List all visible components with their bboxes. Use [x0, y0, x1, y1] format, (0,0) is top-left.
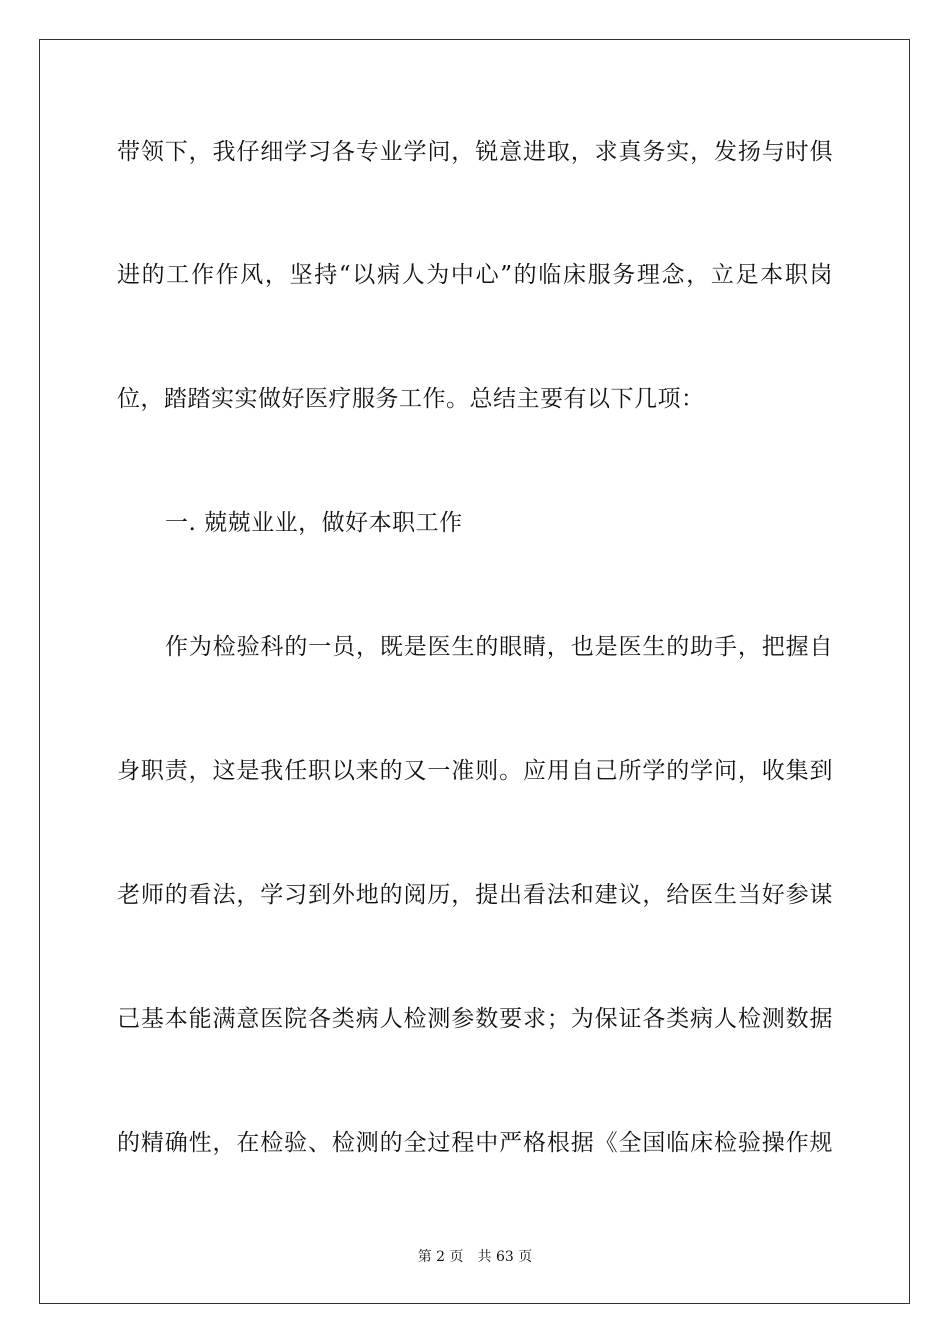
page-number: 第 2 页: [417, 1249, 464, 1265]
section-heading: 一. 兢兢业业，做好本职工作: [165, 510, 463, 536]
body-text-line: 作为检验科的一员，既是医生的眼睛，也是医生的助手，把握自: [165, 634, 833, 660]
body-text-line: 身职责，这是我任职以来的又一准则。应用自己所学的学问，收集到: [117, 758, 833, 784]
body-text-line: 带领下，我仔细学习各专业学问，锐意进取，求真务实，发扬与时俱: [117, 139, 833, 165]
page-footer: [0, 1248, 950, 1266]
page-border: [39, 39, 910, 1304]
total-pages: 共 63 页: [477, 1249, 533, 1265]
body-text-line: 位，踏踏实实做好医疗服务工作。总结主要有以下几项：: [117, 386, 705, 412]
body-text-line: 进的工作作风，坚持“以病人为中心”的临床服务理念，立足本职岗: [117, 262, 833, 288]
body-text-line: 的精确性，在检验、检测的全过程中严格根据《全国临床检验操作规: [117, 1130, 833, 1156]
body-text-line: 己基本能满意医院各类病人检测参数要求；为保证各类病人检测数据: [117, 1006, 833, 1032]
body-text-line: 老师的看法，学习到外地的阅历，提出看法和建议，给医生当好参谋: [117, 882, 833, 908]
